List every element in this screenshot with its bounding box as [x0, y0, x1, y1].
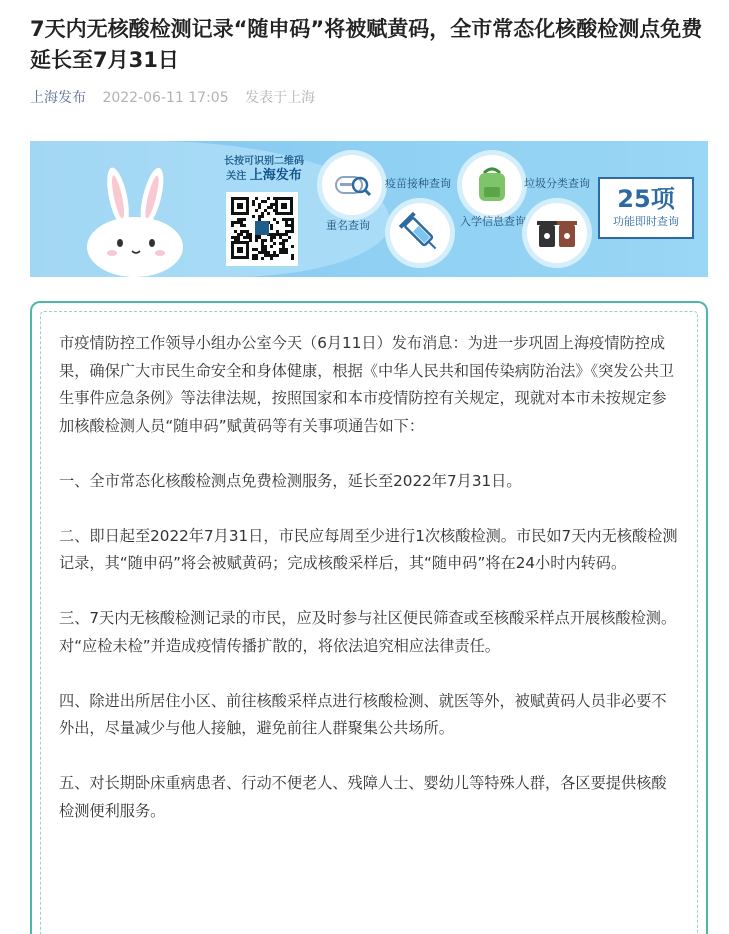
service-label-1: 重名查询 [326, 219, 370, 232]
function-count-sub: 功能即时查询 [613, 215, 679, 228]
schoolbag-icon [462, 155, 522, 215]
function-count: 25项 [617, 185, 675, 213]
paragraph-4: 四、除进出所居住小区、前往核酸采样点进行核酸检测、就医等外，被赋黄码人员非必要不外出，尽量减少与他人接触，避免前往人群聚集公共场所。 [59, 691, 667, 737]
syringe-icon [390, 203, 450, 263]
name-search-icon [322, 155, 382, 215]
paragraph-5: 五、对长期卧床重病患者、行动不便老人、残障人士、婴幼儿等特殊人群，各区要提供核酸检测便利服务。 [59, 774, 667, 820]
qr-hint-line1: 长按可识别二维码 [224, 156, 304, 167]
function-count-box[interactable] [598, 177, 694, 239]
paragraph-intro: 市疫情防控工作领导小组办公室今天（6月11日）发布消息：为进一步巩固上海疫情防控成果，确保广大市民生命安全和身体健康，根据《中华人民共和国传染病防治法》《突发公共卫生事件应急条例》等法律法规，按照国家和本市疫情防控有关规定，现就对本市未按规定参加核酸检测人员“随申码”赋黄码等有关事项通告如下： [59, 334, 675, 435]
bunny-mascot-icon [80, 167, 190, 277]
qr-code-icon [229, 195, 295, 261]
promo-banner[interactable] [30, 141, 708, 277]
article-body [59, 330, 679, 853]
trash-bin-icon [527, 203, 587, 263]
service-label-2: 疫苗接种查询 [385, 177, 451, 190]
article-meta [30, 88, 315, 108]
service-trash[interactable] [527, 203, 587, 263]
service-vaccine[interactable] [390, 203, 450, 263]
service-name-search[interactable] [322, 155, 382, 215]
service-school[interactable] [462, 155, 522, 215]
qr-hint-prefix: 关注 [226, 171, 247, 182]
account-name-link[interactable]: 上海发布 [30, 90, 86, 106]
qr-hint-account: 上海发布 [249, 168, 302, 183]
paragraph-3: 三、7天内无核酸检测记录的市民，应及时参与社区便民筛查或至核酸采样点开展核酸检测。对“应检未检”并造成疫情传播扩散的，将依法追究相应法律责任。 [59, 609, 677, 655]
publish-location: 发表于上海 [245, 90, 316, 106]
paragraph-1: 一、全市常态化核酸检测点免费检测服务，延长至2022年7月31日。 [59, 471, 522, 490]
service-label-3: 入学信息查询 [460, 215, 526, 228]
paragraph-2: 二、即日起至2022年7月31日，市民应每周至少进行1次核酸检测。市民如7天内无核酸检测记录，其“随申码”将会被赋黄码；完成核酸采样后，其“随申码”将在24小时内转码。 [59, 526, 678, 572]
qr-code[interactable] [226, 192, 298, 266]
service-label-4: 垃圾分类查询 [524, 177, 590, 190]
qr-hint-line2 [216, 169, 312, 184]
article-title: 7天内无核酸检测记录“随申码”将被赋黄码，全市常态化核酸检测点免费延长至7月31日 [30, 17, 703, 72]
publish-date: 2022-06-11 17:05 [102, 90, 229, 106]
qr-hint [216, 155, 312, 184]
